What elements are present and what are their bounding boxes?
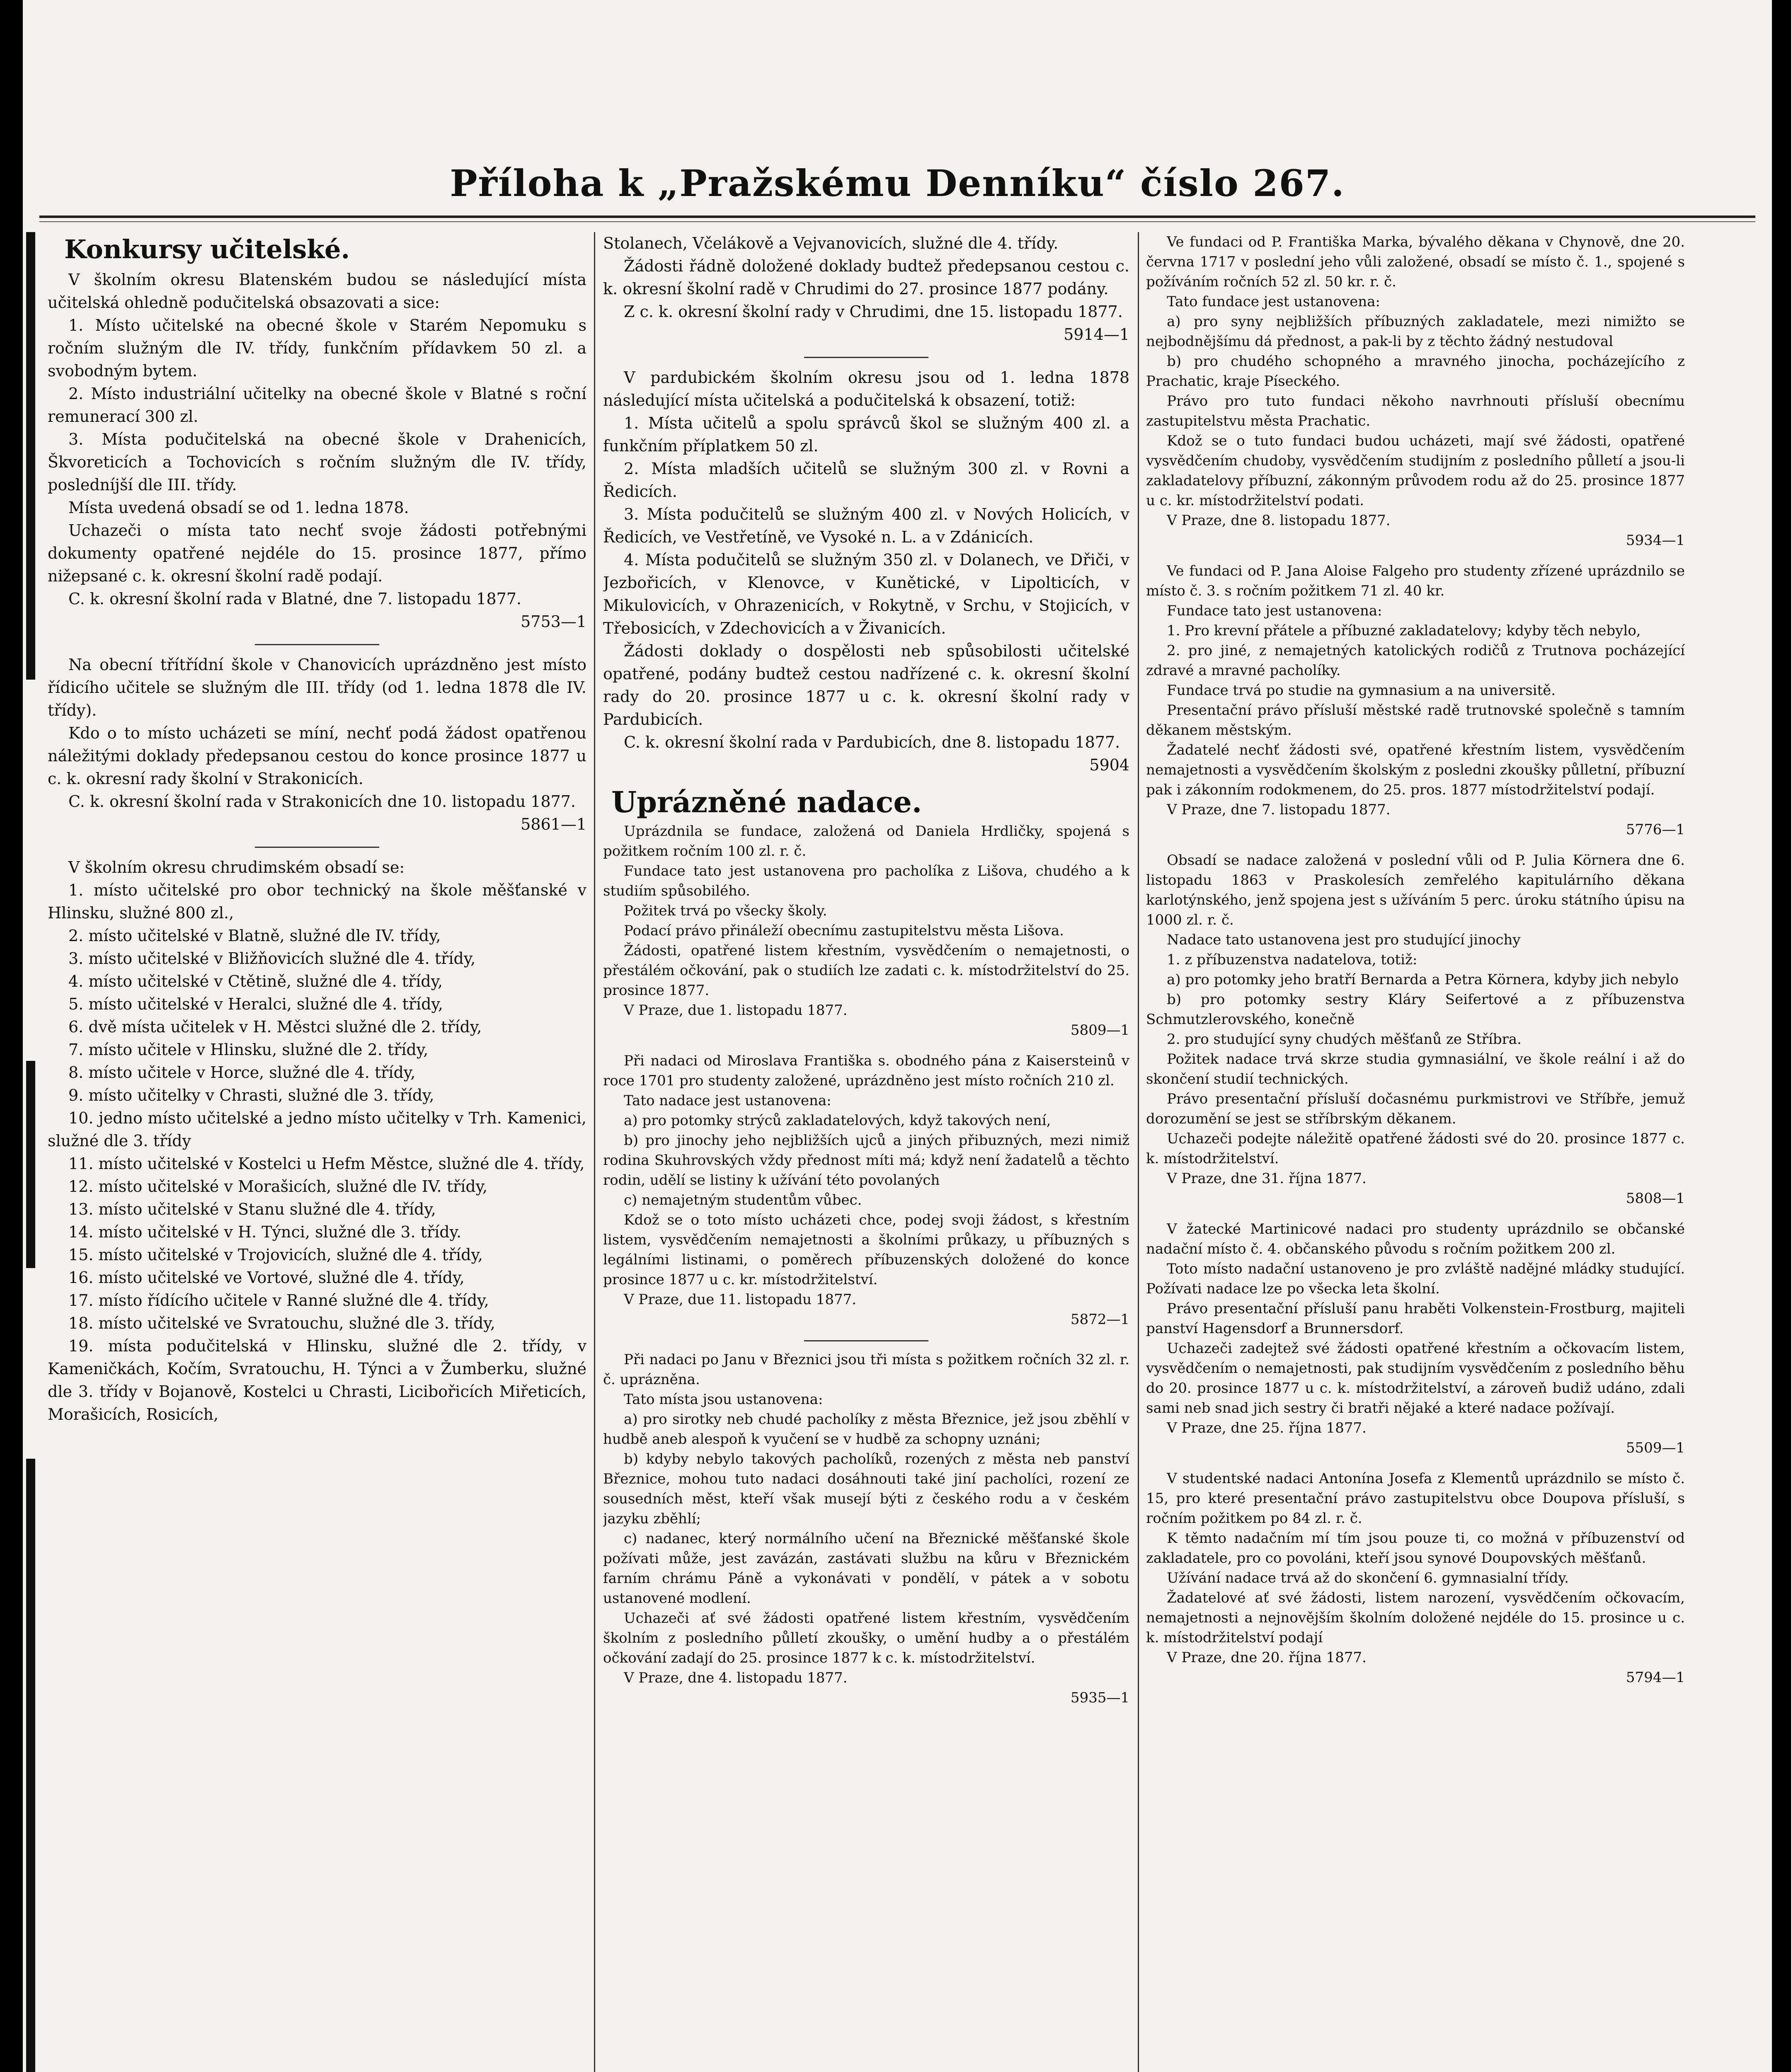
- paragraph: V Praze, dne 4. listopadu 1877.: [624, 1670, 848, 1686]
- paragraph: 9. místo učitelky v Chrasti, služné dle 3. třídy,: [68, 1086, 434, 1104]
- margin-bar: [26, 1061, 35, 1268]
- paragraph: Právo presentační přísluší dočasnému purkmistrovi ve Stříbře, jemuž dorozumění se jest se stříbrským děkanem.: [1146, 1091, 1685, 1127]
- article-number: 5872—1: [1070, 1311, 1129, 1328]
- paragraph: 19. místa podučitelská v Hlinsku, služné dle 2. třídy, v Kameničkách, Kočím, Svratouchu, H. Týnci a v Žumberku, služné dle 3. třídy v Bojanově, Kostelci u Chrasti, Licibořicích Miřeticích, Morašicích, Rosicích,: [48, 1337, 586, 1423]
- paragraph: V školním okresu Blatenském budou se následující místa učitelská ohledně podučitelská obsazovati a sice:: [48, 271, 586, 312]
- paragraph: Uchazeči zadejtež své žádosti opatřené křestním a očkovacím listem, vysvědčením o nemajetnosti, pak studijním vysvědčením z posledního běhu do 20. prosince 1877 u c. k. místodržitelství, a zároveň budiž udáno, zdali sami neb snad jich sestry či bratři nějaké a které nadace požívají.: [1146, 1340, 1685, 1416]
- article: [1146, 850, 1685, 1208]
- paragraph: Ve fundaci od P. Františka Marka, bývalého děkana v Chynově, dne 20. června 1717 v poslední jeho vůli založené, obsadí se místo č. 1., spojené s požíváním ročních 52 zl. 50 kr. r. č.: [1146, 234, 1685, 290]
- article: [603, 821, 1129, 1040]
- paragraph: Kdož se o tuto fundaci budou ucházeti, mají své žádosti, opatřené vysvědčením chudoby, vysvědčením studijním z posledního půlletí a jsou-li zakladatelovy příbuzní, zákonným průvodem rodu až do 25. prosince 1877 u c. kr. místodržitelství podati.: [1146, 433, 1685, 509]
- paragraph: Užívání nadace trvá až do skončení 6. gymnasialní třídy.: [1167, 1570, 1569, 1586]
- paragraph: 14. místo učitelské v H. Týnci, služné dle 3. třídy.: [68, 1223, 462, 1241]
- paragraph: 17. místo řídícího učitele v Ranné služné dle 4. třídy,: [68, 1291, 489, 1310]
- paragraph: 6. dvě místa učitelek v H. Městci služné dle 2. třídy,: [68, 1018, 482, 1036]
- separator: [804, 357, 928, 358]
- article: [603, 1350, 1129, 1708]
- column-3: [1146, 232, 1685, 2072]
- paragraph: 18. místo učitelské ve Svratouchu, služné dle 3. třídy,: [68, 1314, 495, 1332]
- article-number: 5904: [1089, 756, 1129, 774]
- paragraph: V Praze, dne 7. listopadu 1877.: [1167, 801, 1391, 818]
- paragraph: Presentační právo přísluší městské radě trutnovské společně s tamním děkanem městským.: [1146, 702, 1685, 738]
- margin-bar: [26, 1459, 35, 2072]
- paragraph: Stolanech, Včelákově a Vejvanovicích, služné dle 4. třídy.: [603, 234, 1059, 252]
- article: [1146, 561, 1685, 840]
- article: [48, 269, 586, 633]
- paragraph: 11. místo učitelské v Kostelci u Hefm Městce, služné dle 4. třídy,: [68, 1155, 585, 1173]
- paragraph: C. k. okresní školní rada v Strakonicích dne 10. listopadu 1877.: [68, 792, 576, 811]
- article: [1146, 1469, 1685, 1687]
- paragraph: V žatecké Martinicové nadaci pro studenty uprázdnilo se občanské nadační místo č. 4. občanského původu s ročním požitkem 200 zl.: [1146, 1221, 1685, 1257]
- separator: [804, 1340, 928, 1341]
- paragraph: Právo pro tuto fundaci někoho navrhnouti přísluší obecnímu zastupitelstvu města Prachatic.: [1146, 393, 1685, 429]
- paragraph: Fundace trvá po studie na gymnasium a na universitě.: [1167, 682, 1556, 699]
- paragraph: 3. Místa podučitelů se služným 400 zl. v Nových Holicích, v Ředicích, ve Vestřetíně, ve Vysoké n. L. a v Zdánicích.: [603, 505, 1129, 546]
- paragraph: Požitek trvá po všecky školy.: [624, 903, 827, 919]
- article-number: 5509—1: [1626, 1440, 1685, 1456]
- top-rule: [39, 215, 1755, 218]
- paragraph: Fundace tato jest ustanovena pro pacholíka z Lišova, chudého a k studiím spůsobilého.: [603, 863, 1129, 899]
- paragraph: 2. Místa mladších učitelů se služným 300 zl. v Rovni a Ředicích.: [603, 460, 1129, 501]
- article: [48, 654, 586, 836]
- column-rule: [594, 232, 595, 2072]
- paragraph: V Praze, due 11. listopadu 1877.: [624, 1291, 857, 1308]
- paragraph: a) pro syny nejbližších příbuzných zakladatele, mezi nimižto se nejbodnějšímu dá přednost, a pak-li by z těchto žádný nestudoval: [1146, 313, 1685, 350]
- paragraph: Žadatelé nechť žádosti své, opatřené křestním listem, vysvědčením nemajetnosti a vysvědčením školským z posledni zkoušky půlletní, příbuzní pak i zákonním rodokmenem, do 25. pros. 1877 místodržitelství podají.: [1146, 742, 1685, 798]
- separator: [255, 644, 379, 645]
- paragraph: 1. Pro krevní přátele a příbuzné zakladatelovy; kdyby těch nebylo,: [1167, 622, 1641, 639]
- paragraph: 16. místo učitelské ve Vortové, služné dle 4. třídy,: [68, 1268, 465, 1287]
- paragraph: 7. místo učitele v Hlinsku, služné dle 2. třídy,: [68, 1041, 429, 1059]
- article: [603, 366, 1129, 777]
- paragraph: V Praze, due 1. listopadu 1877.: [624, 1002, 848, 1019]
- paragraph: 12. místo učitelské v Morašicích, služné dle IV. třídy,: [68, 1177, 488, 1196]
- paragraph: Uprázdnila se fundace, založená od Daniela Hrdličky, spojená s požitkem ročním 100 zl. r. č.: [603, 823, 1129, 859]
- paragraph: Z c. k. okresní školní rady v Chrudimi, dne 15. listopadu 1877.: [624, 303, 1123, 321]
- article: [603, 1051, 1129, 1329]
- article: [1146, 232, 1685, 550]
- article: [48, 856, 586, 1426]
- paragraph: Toto místo nadační ustanoveno je pro zvláště nadějné mládky studující. Požívati nadace lze po všecka leta školní.: [1146, 1261, 1685, 1297]
- paragraph: Místa uvedená obsadí se od 1. ledna 1878.: [68, 499, 409, 517]
- article-number: 5794—1: [1626, 1669, 1685, 1686]
- paragraph: Nadace tato ustanovena jest pro studující jinochy: [1167, 932, 1521, 948]
- article-number: 5776—1: [1626, 821, 1685, 838]
- paragraph: 4. místo učitelské v Ctětině, služné dle 4. třídy,: [68, 972, 443, 990]
- article-number: 5861—1: [521, 815, 586, 833]
- section-heading: Uprázněné nadace.: [611, 785, 922, 819]
- paragraph: 2. místo učitelské v Blatně, služné dle IV. třídy,: [68, 927, 441, 945]
- paragraph: a) pro potomky strýců zakladatelových, když takových není,: [624, 1112, 1051, 1129]
- article-number: 5934—1: [1626, 532, 1685, 549]
- paragraph: Podací právo přináleží obecnímu zastupitelstvu města Lišova.: [624, 922, 1064, 939]
- paragraph: Kdo o to místo ucházeti se míní, nechť podá žádost opatřenou náležitými doklady předepsanou cestou do konce prosince 1877 u c. k. okresní rady školní v Strakonicích.: [48, 724, 586, 788]
- paragraph: Žádosti řádně doložené doklady budtež předepsanou cestou c. k. okresní školní radě v Chrudimi do 27. prosince 1877 podány.: [603, 257, 1129, 298]
- paragraph: Tato fundace jest ustanovena:: [1167, 293, 1380, 310]
- article: [1146, 1219, 1685, 1458]
- paragraph: 3. Místa podučitelská na obecné škole v Drahenicích, Škvoreticích a Tochovicích s ročním služným dle IV. třídy, posledníjší dle III. třídy.: [48, 430, 586, 494]
- separator: [255, 847, 379, 848]
- paragraph: 4. Místa podučitelů se služným 350 zl. v Dolanech, ve Dřiči, v Jezbořicích, v Klenovce, v Kunětické, v Lipolticích, v Mikulovicích, v Ohrazenicích, v Rokytně, v Srchu, v Stojicích, v Třebosicích, v Zdechovicích a v Živanicích.: [603, 551, 1129, 637]
- article: [603, 232, 1129, 346]
- paragraph: 1. Místa učitelů a spolu správců škol se služným 400 zl. a funkčním příplatkem 50 zl.: [603, 414, 1129, 455]
- paragraph: 1. Místo učitelské na obecné škole v Starém Nepomuku s ročním služným dle IV. třídy, funkčním přídavkem 50 zl. a svobodným bytem.: [48, 316, 586, 380]
- paragraph: b) kdyby nebylo takových pacholíků, rozených z města neb panství Březnice, mohou tuto nadaci dosáhnouti také jiní pacholíci, rození ze sousedních měst, kteří však musejí býti z českého rodu a v českém jazyku zběhlí;: [603, 1451, 1129, 1527]
- paragraph: Na obecní třítřídní škole v Chanovicích uprázdněno jest místo řídicího učitele se služným dle III. třídy (od 1. ledna 1878 dle IV. třídy).: [48, 656, 586, 719]
- paragraph: Při nadaci od Miroslava Františka s. obodného pána z Kaisersteinů v roce 1701 pro studenty založené, uprázdněno jest místo ročních 210 zl.: [603, 1053, 1129, 1089]
- paragraph: Obsadí se nadace založená v poslední vůli od P. Julia Körnera dne 6. listopadu 1863 v Praskolesích zemřelého kapitulárního děkana karlotýnského, jenž spojena jest s užíváním 5 perc. úroku státního úpisu na 1000 zl. r. č.: [1146, 852, 1685, 928]
- paragraph: V studentské nadaci Antonína Josefa z Klementů uprázdnilo se místo č. 15, pro které presentační právo zastupitelstvu obce Doupova přísluší, s ročním požitkem po 84 zl. r. č.: [1146, 1470, 1685, 1527]
- paragraph: Žadatelové ať své žádosti, listem narození, vysvědčením očkovacím, nemajetnosti a nejnovějším školním doložené nejdéle do 15. prosince u c. k. místodržitelství podají: [1146, 1590, 1685, 1646]
- paragraph: Tato nadace jest ustanovena:: [624, 1092, 831, 1109]
- paragraph: Fundace tato jest ustanovena:: [1167, 603, 1382, 619]
- paragraph: 2. pro jiné, z nemajetných katolických rodičů z Trutnova pocházející zdravé a mravné pacholíky.: [1146, 642, 1685, 679]
- paragraph: V Praze, dne 20. října 1877.: [1167, 1649, 1367, 1666]
- paragraph: c) nadanec, který normálního učení na Březnické měšťanské škole požívati může, jest zavázán, zastávati službu na kůru v Březnickém farním chrámu Páně a vykonávati v pondělí, v pátek a v sobotu ustanovené modlení.: [603, 1530, 1129, 1607]
- section-heading: Konkursy učitelské.: [64, 234, 350, 264]
- masthead: Příloha k „Pražskému Denníku“ číslo 267.: [450, 162, 1345, 205]
- paragraph: Právo presentační přísluší panu hraběti Volkenstein-Frostburg, majiteli panství Hagensdorf a Brunnersdorf.: [1146, 1300, 1685, 1337]
- paragraph: V školním okresu chrudimském obsadí se:: [68, 858, 405, 876]
- paragraph: Kdož se o toto místo ucházeti chce, podej svoji žádost, s křestním listem, vysvědčením nemajetnosti a školními průkazy, u příbuzných s legálními listinami, o poměrech příbuzenských doložené do konce prosince 1877 u c. kr. místodržitelství.: [603, 1212, 1129, 1288]
- paragraph: Ve fundaci od P. Jana Aloise Falgeho pro studenty zřízené uprázdnilo se místo č. 3. s ročním požitkem 71 zl. 40 kr.: [1146, 563, 1685, 599]
- paragraph: Žádosti doklady o dospělosti neb spůsobilosti učitelské opatřené, podány budtež cestou nadřízené c. k. okresní školní rady do 20. prosince 1877 u c. k. okresní školní rady v Pardubicích.: [603, 642, 1129, 729]
- newspaper-page: [23, 0, 1772, 2072]
- article-number: 5808—1: [1626, 1190, 1685, 1207]
- paragraph: V Praze, dne 25. října 1877.: [1167, 1420, 1367, 1436]
- paragraph: 2. Místo industriální učitelky na obecné škole v Blatné s roční remunerací 300 zl.: [48, 385, 586, 426]
- paragraph: c) nemajetným studentům vůbec.: [624, 1192, 862, 1208]
- article-number: 5914—1: [1064, 325, 1129, 344]
- paragraph: Uchazeči o místa tato nechť svoje žádosti potřebnými dokumenty opatřené nejdéle do 15. prosince 1877, přímo nižepsané c. k. okresní školní radě podají.: [48, 521, 586, 585]
- paragraph: 10. jedno místo učitelské a jedno místo učitelky v Trh. Kamenici, služné dle 3. třídy: [48, 1109, 586, 1150]
- paragraph: V Praze, dne 8. listopadu 1877.: [1167, 512, 1391, 529]
- paragraph: b) pro potomky sestry Kláry Seifertové a z příbuzenstva Schmutzlerovského, konečně: [1146, 991, 1685, 1028]
- paragraph: b) pro chudého schopného a mravného jinocha, pocházejícího z Prachatic, kraje Píseckého.: [1146, 353, 1685, 390]
- paragraph: 13. místo učitelské v Stanu služné dle 4. třídy,: [68, 1200, 436, 1218]
- paragraph: Žádosti, opatřené listem křestním, vysvědčením o nemajetnosti, o přestálém očkování, pak o studiích lze zadati c. k. místodržitelství do 25. prosince 1877.: [603, 942, 1129, 999]
- paragraph: V Praze, dne 31. října 1877.: [1167, 1170, 1367, 1187]
- paragraph: C. k. okresní školní rada v Pardubicích, dne 8. listopadu 1877.: [624, 733, 1120, 751]
- paragraph: K těmto nadačním mí tím jsou pouze ti, co možná v příbuzenství od zakladatele, pro co povoláni, kteří jsou synové Doupovských měšťanů.: [1146, 1530, 1685, 1566]
- paragraph: 1. místo učitelské pro obor technický na škole měšťanské v Hlinsku, služné 800 zl.,: [48, 881, 586, 922]
- column-2: [603, 232, 1129, 2072]
- column-1: [48, 232, 586, 2072]
- paragraph: b) pro jinochy jeho nejbližších ujců a jiných přibuzných, mezi nimiž rodina Skuhrovských vždy přednost míti má; když není žadatelů a těchto rodin, udělí se listiny k užívání této povolaných: [603, 1132, 1129, 1188]
- paragraph: Uchazeči ať své žádosti opatřené listem křestním, vysvědčením školním z posledního půlletí zkoušky, o umění hudby a o přestálém očkování zadají do 25. prosince 1877 k c. k. místodržitelství.: [603, 1610, 1129, 1666]
- paragraph: Požitek nadace trvá skrze studia gymnasiální, ve škole reální i až do skončení studií technických.: [1146, 1051, 1685, 1087]
- paragraph: 15. místo učitelské v Trojovicích, služné dle 4. třídy,: [68, 1246, 483, 1264]
- paragraph: 1. z příbuzenstva nadatelova, totiž:: [1167, 951, 1418, 968]
- margin-bar: [26, 232, 35, 680]
- article-number: 5809—1: [1070, 1022, 1129, 1038]
- paragraph: a) pro sirotky neb chudé pacholíky z města Březnice, jež jsou zběhlí v hudbě aneb alespoň k vyučení se v hudbě za schopny uznáni;: [603, 1411, 1129, 1447]
- paragraph: V pardubickém školním okresu jsou od 1. ledna 1878 následující místa učitelská a podučitelská k obsazení, totiž:: [603, 368, 1129, 409]
- paragraph: 5. místo učitelské v Heralci, služné dle 4. třídy,: [68, 995, 443, 1013]
- top-rule-thin: [39, 221, 1755, 222]
- paragraph: a) pro potomky jeho bratří Bernarda a Petra Körnera, kdyby jich nebylo: [1167, 971, 1679, 988]
- paragraph: C. k. okresní školní rada v Blatné, dne 7. listopadu 1877.: [68, 590, 521, 608]
- paragraph: 8. místo učitele v Horce, služné dle 4. třídy,: [68, 1063, 416, 1082]
- article-number: 5753—1: [521, 612, 586, 631]
- paragraph: Uchazeči podejte náležitě opatřené žádosti své do 20. prosince 1877 c. k. místodržitelství.: [1146, 1130, 1685, 1167]
- paragraph: Tato místa jsou ustanovena:: [624, 1391, 823, 1408]
- paragraph: Při nadaci po Janu v Březnici jsou tři místa s požitkem ročních 32 zl. r. č. uprázněna.: [603, 1351, 1129, 1388]
- paragraph: 3. místo učitelské v Bližňovicích služné dle 4. třídy,: [68, 949, 476, 968]
- article-number: 5935—1: [1070, 1690, 1129, 1706]
- column-rule: [1138, 232, 1139, 2072]
- paragraph: 2. pro studující syny chudých měšťanů ze Stříbra.: [1167, 1031, 1522, 1048]
